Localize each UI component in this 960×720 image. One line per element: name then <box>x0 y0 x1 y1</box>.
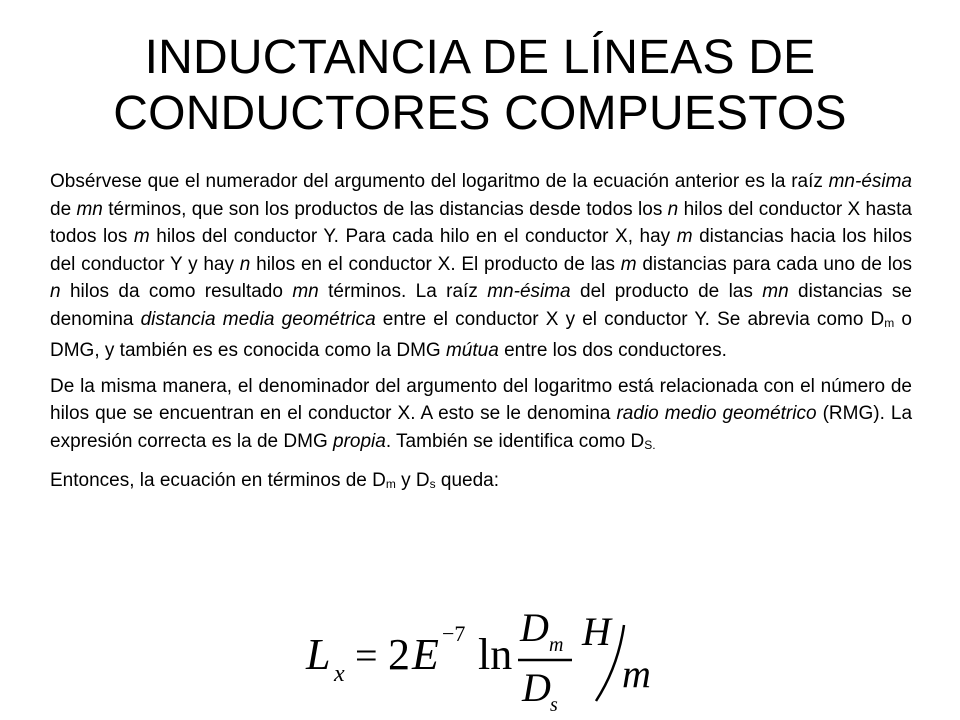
italic-run: n <box>667 198 679 220</box>
text-run: entre el conductor X y el conductor Y. Se abrevia como D <box>375 308 885 330</box>
text-run: términos, que son los productos de las distancias desde todos los <box>102 198 668 220</box>
text-run: hilos del conductor X hasta todos los <box>50 198 912 247</box>
formula-denominator: D <box>522 665 551 710</box>
text-run: (RMG). La expresión correcta es la de DMG <box>50 403 913 452</box>
italic-run: m <box>620 253 637 275</box>
subscript: s <box>429 477 436 491</box>
text-run: Obsérvese que el numerador del argumento del logaritmo de la ecuación anterior es la raíz <box>50 171 829 192</box>
formula-numerator: D <box>520 607 549 650</box>
text-run: o DMG, y también es es conocida como la DMG <box>50 308 912 361</box>
inductance-formula <box>300 607 680 717</box>
text-run: términos. La raíz <box>318 281 488 302</box>
text-run: queda: <box>435 470 500 491</box>
title-line-1: INDUCTANCIA DE LÍNEAS DE <box>144 31 816 84</box>
text-run: y D <box>395 470 430 491</box>
italic-run: mn-ésima <box>828 171 912 192</box>
formula-equals: = <box>355 633 378 678</box>
italic-run: mn-ésima <box>487 281 571 302</box>
text-run: De la misma manera, el denominador del argumento del logaritmo está relacionada con el número de hilos que se encuentran en el conductor X. A esto se le denomina <box>50 375 912 424</box>
paragraph-dmg-mutua <box>50 168 912 365</box>
formula-lhs: L <box>306 630 331 679</box>
subscript: S. <box>644 437 656 452</box>
formula-denominator-subscript: s <box>550 694 558 716</box>
paragraph-rmg <box>50 373 912 460</box>
text-run: distancias hacia los hilos del conductor Y y hay <box>50 226 913 275</box>
text-run: hilos del conductor Y. Para cada hilo en el conductor X, hay <box>149 226 677 247</box>
text-run: de <box>50 198 77 220</box>
italic-run: distancia media geométrica <box>140 308 376 330</box>
text-run: hilos da como resultado <box>60 281 293 302</box>
italic-run: n <box>239 253 251 275</box>
italic-run: mn <box>292 281 319 302</box>
formula-coefficient: 2 <box>388 630 410 679</box>
paragraph-equation-intro <box>50 467 912 499</box>
text-run: entre los dos conductores. <box>498 340 727 361</box>
italic-run: mn <box>762 281 789 302</box>
italic-run: mn <box>76 198 103 220</box>
formula-exponent: −7 <box>442 621 466 646</box>
formula-m: m <box>622 651 651 696</box>
italic-run: propia <box>333 430 386 452</box>
subscript: m <box>884 315 895 330</box>
italic-run: n <box>50 281 61 302</box>
italic-run: radio medio geométrico <box>616 403 817 424</box>
text-run: distancias para cada uno de los <box>636 253 913 275</box>
title-line-2: CONDUCTORES COMPUESTOS <box>113 87 847 140</box>
formula-numerator-subscript: m <box>549 634 564 656</box>
text-run: hilos en el conductor X. El producto de las <box>250 253 621 275</box>
italic-run: m <box>676 226 693 247</box>
formula-base: E <box>412 630 439 679</box>
slide-body <box>50 168 912 499</box>
text-run: Entonces, la ecuación en términos de D <box>50 470 386 491</box>
slide-title <box>40 30 920 142</box>
subscript: m <box>385 477 396 491</box>
text-run: distancias se denomina <box>50 281 912 330</box>
italic-run: mútua <box>445 340 499 361</box>
text-run: del producto de las <box>570 281 763 302</box>
italic-run: m <box>133 226 150 247</box>
formula-h: H <box>582 609 611 654</box>
formula-lhs-subscript: x <box>334 661 345 687</box>
text-run: . También se identifica como D <box>385 430 645 452</box>
formula-ln: ln <box>478 630 513 679</box>
